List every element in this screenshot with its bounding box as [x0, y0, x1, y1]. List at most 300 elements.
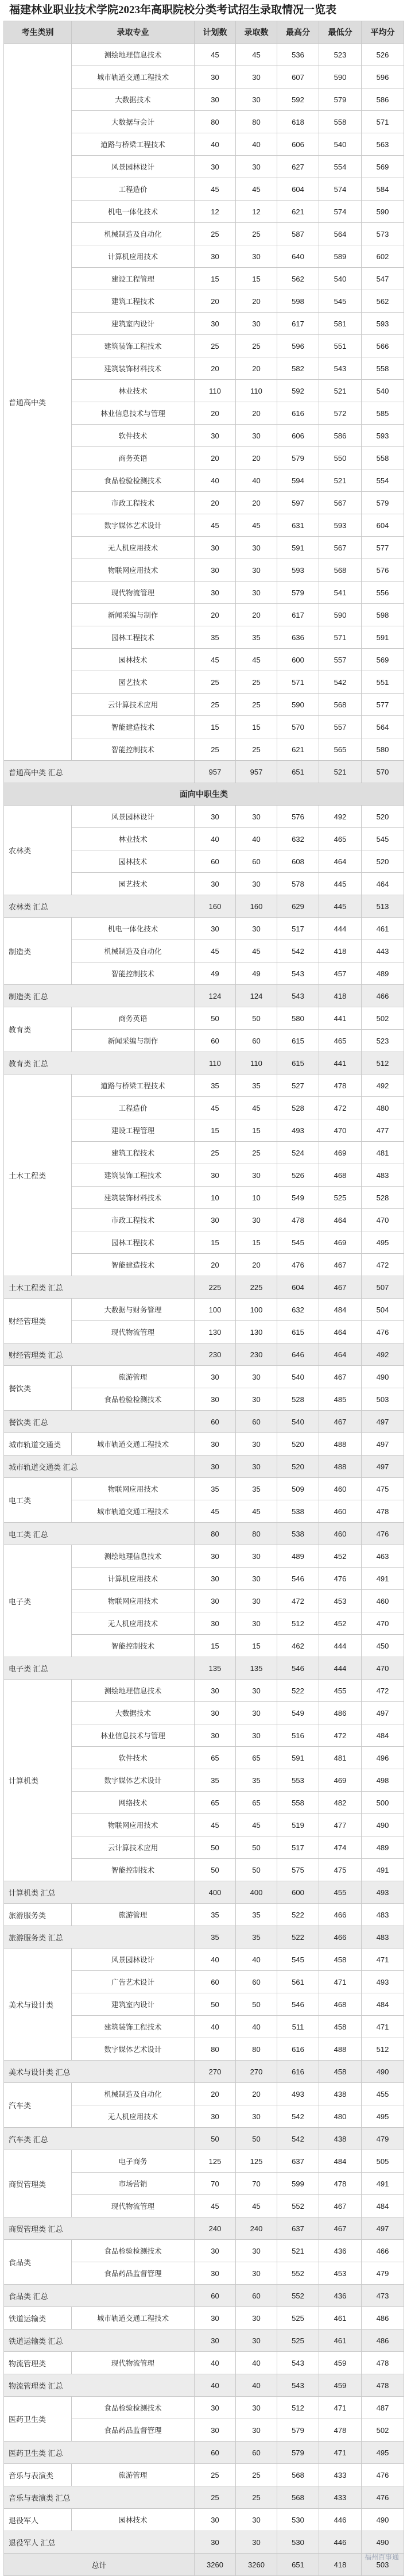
- summary-value: 60: [236, 2285, 277, 2307]
- category-cell: 美术与设计类: [4, 1949, 72, 2061]
- avg-score-cell: 584: [362, 178, 404, 201]
- min-score-cell: 567: [319, 492, 362, 514]
- grand-total-value: 651: [277, 2554, 319, 2576]
- plan-cell: 15: [195, 1635, 236, 1657]
- min-score-cell: 485: [319, 1388, 362, 1411]
- major-cell: 旅游管理: [72, 1904, 195, 1926]
- summary-label: 农林类 汇总: [4, 895, 195, 918]
- plan-cell: 25: [195, 335, 236, 357]
- summary-label: 物流管理类 汇总: [4, 2374, 195, 2397]
- max-score-cell: 522: [277, 1904, 319, 1926]
- max-score-cell: 616: [277, 2038, 319, 2061]
- min-score-cell: 469: [319, 1769, 362, 1792]
- summary-label: 财经管理类 汇总: [4, 1343, 195, 1366]
- summary-value: 543: [277, 2374, 319, 2397]
- avg-score-cell: 569: [362, 156, 404, 178]
- summary-value: 483: [362, 1926, 404, 1949]
- plan-cell: 30: [195, 2240, 236, 2262]
- avg-score-cell: 502: [362, 1007, 404, 1030]
- table-row: [4, 1949, 404, 1971]
- plan-cell: 30: [195, 1545, 236, 1568]
- summary-label: 电子类 汇总: [4, 1657, 195, 1680]
- summary-value: 507: [362, 1276, 404, 1299]
- max-score-cell: 636: [277, 626, 319, 649]
- max-score-cell: 596: [277, 335, 319, 357]
- table-body: [4, 44, 404, 2576]
- major-cell: 无人机应用技术: [72, 537, 195, 559]
- max-score-cell: 549: [277, 1702, 319, 1724]
- max-score-cell: 462: [277, 1635, 319, 1657]
- max-score-cell: 578: [277, 873, 319, 895]
- summary-value: 497: [362, 1456, 404, 1478]
- summary-value: 60: [195, 2442, 236, 2464]
- avg-score-cell: 472: [362, 1680, 404, 1702]
- avg-score-cell: 593: [362, 425, 404, 447]
- avg-score-cell: 526: [362, 44, 404, 66]
- plan-cell: 15: [195, 268, 236, 290]
- admitted-cell: 25: [236, 335, 277, 357]
- admitted-cell: 20: [236, 492, 277, 514]
- max-score-cell: 528: [277, 1097, 319, 1119]
- summary-label: 音乐与表演类 汇总: [4, 2486, 195, 2509]
- plan-cell: 12: [195, 201, 236, 223]
- avg-score-cell: 593: [362, 313, 404, 335]
- max-score-cell: 632: [277, 1299, 319, 1321]
- table-row: [4, 44, 404, 66]
- plan-cell: 100: [195, 1299, 236, 1321]
- max-score-cell: 608: [277, 850, 319, 873]
- avg-score-cell: 496: [362, 1747, 404, 1769]
- avg-score-cell: 590: [362, 201, 404, 223]
- major-cell: 城市轨道交通工程技术: [72, 2307, 195, 2329]
- major-cell: 测绘地理信息技术: [72, 1680, 195, 1702]
- min-score-cell: 464: [319, 1321, 362, 1343]
- major-cell: 城市轨道交通工程技术: [72, 1500, 195, 1523]
- admitted-cell: 30: [236, 1680, 277, 1702]
- min-score-cell: 486: [319, 1702, 362, 1724]
- max-score-cell: 519: [277, 1814, 319, 1836]
- table-row: [4, 2150, 404, 2173]
- max-score-cell: 598: [277, 290, 319, 313]
- plan-cell: 45: [195, 940, 236, 962]
- admitted-cell: 50: [236, 1836, 277, 1859]
- plan-cell: 30: [195, 66, 236, 88]
- summary-label: 餐饮类 汇总: [4, 1411, 195, 1433]
- admitted-cell: 49: [236, 962, 277, 985]
- max-score-cell: 606: [277, 133, 319, 156]
- avg-score-cell: 602: [362, 245, 404, 268]
- plan-cell: 25: [195, 2464, 236, 2486]
- summary-value: 464: [319, 1343, 362, 1366]
- major-cell: 物联网应用技术: [72, 559, 195, 582]
- plan-cell: 30: [195, 1366, 236, 1388]
- section-row: [4, 783, 404, 806]
- max-score-cell: 528: [277, 1388, 319, 1411]
- admitted-cell: 30: [236, 2397, 277, 2419]
- major-cell: 建筑装饰材料技术: [72, 357, 195, 380]
- min-score-cell: 521: [319, 469, 362, 492]
- major-cell: 智能控制技术: [72, 1859, 195, 1881]
- max-score-cell: 606: [277, 425, 319, 447]
- header-category: 考生类别: [4, 21, 72, 44]
- summary-value: 441: [319, 1052, 362, 1075]
- avg-score-cell: 551: [362, 671, 404, 694]
- max-score-cell: 524: [277, 1142, 319, 1164]
- plan-cell: 25: [195, 223, 236, 245]
- major-cell: 林业信息技术与管理: [72, 1724, 195, 1747]
- grand-total-label: 总计: [4, 2554, 195, 2576]
- summary-value: 225: [236, 1276, 277, 1299]
- major-cell: 新闻采编与制作: [72, 1030, 195, 1052]
- admitted-cell: 30: [236, 1388, 277, 1411]
- major-cell: 城市轨道交通工程技术: [72, 1433, 195, 1456]
- summary-value: 600: [277, 1881, 319, 1904]
- table-row: [4, 1007, 404, 1030]
- summary-value: 80: [236, 1523, 277, 1545]
- min-score-cell: 572: [319, 402, 362, 425]
- major-cell: 商务英语: [72, 447, 195, 469]
- table-row: [4, 2509, 404, 2531]
- max-score-cell: 526: [277, 1164, 319, 1187]
- avg-score-cell: 470: [362, 1612, 404, 1635]
- summary-value: 225: [195, 1276, 236, 1299]
- summary-value: 490: [362, 2061, 404, 2083]
- avg-score-cell: 489: [362, 962, 404, 985]
- min-score-cell: 480: [319, 2105, 362, 2128]
- avg-score-cell: 481: [362, 1142, 404, 1164]
- avg-score-cell: 495: [362, 1231, 404, 1254]
- min-score-cell: 481: [319, 1747, 362, 1769]
- summary-value: 35: [236, 1926, 277, 1949]
- min-score-cell: 467: [319, 1366, 362, 1388]
- summary-value: 520: [277, 1456, 319, 1478]
- summary-row: [4, 1411, 404, 1433]
- summary-row: [4, 2061, 404, 2083]
- grand-total-value: 418: [319, 2554, 362, 2576]
- plan-cell: 15: [195, 1231, 236, 1254]
- major-cell: 风景园林设计: [72, 806, 195, 828]
- avg-score-cell: 573: [362, 223, 404, 245]
- admitted-cell: 30: [236, 313, 277, 335]
- min-score-cell: 464: [319, 1209, 362, 1231]
- plan-cell: 30: [195, 2509, 236, 2531]
- header-min-score: 最低分: [319, 21, 362, 44]
- min-score-cell: 565: [319, 738, 362, 761]
- max-score-cell: 517: [277, 918, 319, 940]
- major-cell: 测绘地理信息技术: [72, 1545, 195, 1568]
- plan-cell: 20: [195, 402, 236, 425]
- plan-cell: 30: [195, 88, 236, 111]
- plan-cell: 30: [195, 1568, 236, 1590]
- summary-label: 土木工程类 汇总: [4, 1276, 195, 1299]
- table-row: [4, 2083, 404, 2105]
- summary-value: 467: [319, 2217, 362, 2240]
- summary-value: 615: [277, 1052, 319, 1075]
- admitted-cell: 35: [236, 1478, 277, 1500]
- summary-value: 486: [362, 2329, 404, 2352]
- major-cell: 工程造价: [72, 1097, 195, 1119]
- summary-value: 30: [195, 1456, 236, 1478]
- admitted-cell: 20: [236, 447, 277, 469]
- summary-value: 60: [236, 2442, 277, 2464]
- major-cell: 物联网应用技术: [72, 1478, 195, 1500]
- avg-score-cell: 505: [362, 2150, 404, 2173]
- summary-row: [4, 2442, 404, 2464]
- avg-score-cell: 492: [362, 1075, 404, 1097]
- admitted-cell: 40: [236, 469, 277, 492]
- major-cell: 机械制造及自动化: [72, 223, 195, 245]
- category-cell: 制造类: [4, 918, 72, 985]
- admitted-cell: 30: [236, 2240, 277, 2262]
- avg-score-cell: 443: [362, 940, 404, 962]
- major-cell: 建筑装饰工程技术: [72, 2016, 195, 2038]
- admitted-cell: 30: [236, 1209, 277, 1231]
- major-cell: 道路与桥梁工程技术: [72, 133, 195, 156]
- plan-cell: 20: [195, 357, 236, 380]
- summary-value: 476: [362, 2486, 404, 2509]
- max-score-cell: 522: [277, 1680, 319, 1702]
- avg-score-cell: 480: [362, 1097, 404, 1119]
- summary-row: [4, 1052, 404, 1075]
- plan-cell: 50: [195, 1993, 236, 2016]
- min-score-cell: 460: [319, 1478, 362, 1500]
- min-score-cell: 441: [319, 1007, 362, 1030]
- avg-score-cell: 547: [362, 268, 404, 290]
- plan-cell: 65: [195, 1747, 236, 1769]
- avg-score-cell: 450: [362, 1635, 404, 1657]
- major-cell: 建筑装饰工程技术: [72, 335, 195, 357]
- summary-value: 124: [236, 985, 277, 1007]
- summary-value: 495: [362, 2442, 404, 2464]
- major-cell: 机电一体化技术: [72, 918, 195, 940]
- summary-value: 433: [319, 2486, 362, 2509]
- min-score-cell: 464: [319, 850, 362, 873]
- plan-cell: 35: [195, 1769, 236, 1792]
- avg-score-cell: 520: [362, 806, 404, 828]
- max-score-cell: 591: [277, 1747, 319, 1769]
- table-row: [4, 2464, 404, 2486]
- summary-row: [4, 2486, 404, 2509]
- summary-row: [4, 1343, 404, 1366]
- major-cell: 现代物流管理: [72, 2352, 195, 2374]
- plan-cell: 30: [195, 1433, 236, 1456]
- summary-value: 50: [236, 2128, 277, 2150]
- avg-score-cell: 486: [362, 2307, 404, 2329]
- admitted-cell: 30: [236, 537, 277, 559]
- min-score-cell: 579: [319, 88, 362, 111]
- plan-cell: 25: [195, 1142, 236, 1164]
- admitted-cell: 30: [236, 245, 277, 268]
- summary-label: 铁道运输类 汇总: [4, 2329, 195, 2352]
- plan-cell: 20: [195, 290, 236, 313]
- summary-value: 40: [236, 2374, 277, 2397]
- avg-score-cell: 571: [362, 111, 404, 133]
- grand-total-row: [4, 2554, 404, 2576]
- plan-cell: 60: [195, 1971, 236, 1993]
- summary-row: [4, 2285, 404, 2307]
- admitted-cell: 80: [236, 111, 277, 133]
- summary-value: 497: [362, 2217, 404, 2240]
- admission-table: [3, 21, 404, 2576]
- max-score-cell: 509: [277, 1478, 319, 1500]
- min-score-cell: 574: [319, 178, 362, 201]
- max-score-cell: 632: [277, 828, 319, 850]
- min-score-cell: 564: [319, 223, 362, 245]
- admitted-cell: 65: [236, 1792, 277, 1814]
- avg-score-cell: 471: [362, 1949, 404, 1971]
- admitted-cell: 40: [236, 133, 277, 156]
- admitted-cell: 30: [236, 582, 277, 604]
- header-max-score: 最高分: [277, 21, 319, 44]
- category-cell: 电工类: [4, 1478, 72, 1523]
- max-score-cell: 512: [277, 2397, 319, 2419]
- min-score-cell: 452: [319, 1545, 362, 1568]
- summary-value: 525: [277, 2329, 319, 2352]
- summary-label: 退役军人 汇总: [4, 2531, 195, 2554]
- max-score-cell: 562: [277, 268, 319, 290]
- min-score-cell: 469: [319, 1231, 362, 1254]
- min-score-cell: 467: [319, 2195, 362, 2217]
- major-cell: 建筑室内设计: [72, 313, 195, 335]
- summary-row: [4, 1456, 404, 1478]
- plan-cell: 65: [195, 1792, 236, 1814]
- major-cell: 计算机应用技术: [72, 1568, 195, 1590]
- summary-value: 30: [236, 1456, 277, 1478]
- summary-value: 445: [319, 895, 362, 918]
- plan-cell: 45: [195, 44, 236, 66]
- admitted-cell: 45: [236, 1814, 277, 1836]
- summary-label: 教育类 汇总: [4, 1052, 195, 1075]
- max-score-cell: 517: [277, 1836, 319, 1859]
- table-header-row: [4, 21, 404, 44]
- admitted-cell: 30: [236, 1612, 277, 1635]
- admitted-cell: 110: [236, 380, 277, 402]
- summary-value: 438: [319, 2128, 362, 2150]
- max-score-cell: 542: [277, 940, 319, 962]
- min-score-cell: 568: [319, 694, 362, 716]
- avg-score-cell: 566: [362, 335, 404, 357]
- max-score-cell: 600: [277, 649, 319, 671]
- category-cell: 汽车类: [4, 2083, 72, 2128]
- summary-value: 50: [195, 2128, 236, 2150]
- avg-score-cell: 489: [362, 1836, 404, 1859]
- avg-score-cell: 520: [362, 850, 404, 873]
- major-cell: 食品药品监督管理: [72, 2262, 195, 2285]
- admitted-cell: 30: [236, 1164, 277, 1187]
- min-score-cell: 521: [319, 380, 362, 402]
- max-score-cell: 520: [277, 1433, 319, 1456]
- min-score-cell: 540: [319, 268, 362, 290]
- min-score-cell: 438: [319, 2083, 362, 2105]
- avg-score-cell: 466: [362, 2240, 404, 2262]
- avg-score-cell: 461: [362, 918, 404, 940]
- plan-cell: 30: [195, 806, 236, 828]
- major-cell: 市政工程技术: [72, 492, 195, 514]
- min-score-cell: 461: [319, 2307, 362, 2329]
- summary-value: 25: [236, 2486, 277, 2509]
- max-score-cell: 542: [277, 2105, 319, 2128]
- plan-cell: 40: [195, 2352, 236, 2374]
- min-score-cell: 469: [319, 1142, 362, 1164]
- plan-cell: 30: [195, 559, 236, 582]
- major-cell: 旅游管理: [72, 1366, 195, 1388]
- min-score-cell: 482: [319, 1792, 362, 1814]
- plan-cell: 30: [195, 1209, 236, 1231]
- header-avg-score: 平均分: [362, 21, 404, 44]
- avg-score-cell: 460: [362, 1590, 404, 1612]
- min-score-cell: 586: [319, 425, 362, 447]
- summary-value: 25: [195, 2486, 236, 2509]
- summary-label: 商贸管理类 汇总: [4, 2217, 195, 2240]
- max-score-cell: 592: [277, 88, 319, 111]
- avg-score-cell: 483: [362, 1904, 404, 1926]
- admitted-cell: 45: [236, 2195, 277, 2217]
- admitted-cell: 10: [236, 1187, 277, 1209]
- plan-cell: 40: [195, 133, 236, 156]
- major-cell: 道路与桥梁工程技术: [72, 1075, 195, 1097]
- min-score-cell: 558: [319, 111, 362, 133]
- plan-cell: 45: [195, 1097, 236, 1119]
- min-score-cell: 445: [319, 873, 362, 895]
- min-score-cell: 478: [319, 2173, 362, 2195]
- min-score-cell: 467: [319, 1254, 362, 1276]
- plan-cell: 40: [195, 469, 236, 492]
- min-score-cell: 557: [319, 716, 362, 738]
- category-cell: 财经管理类: [4, 1299, 72, 1343]
- max-score-cell: 593: [277, 559, 319, 582]
- min-score-cell: 471: [319, 2397, 362, 2419]
- major-cell: 建筑装饰工程技术: [72, 1164, 195, 1187]
- max-score-cell: 617: [277, 313, 319, 335]
- admitted-cell: 30: [236, 806, 277, 828]
- max-score-cell: 552: [277, 2195, 319, 2217]
- major-cell: 建筑工程技术: [72, 1142, 195, 1164]
- table-row: [4, 2240, 404, 2262]
- min-score-cell: 557: [319, 649, 362, 671]
- plan-cell: 45: [195, 1814, 236, 1836]
- avg-score-cell: 476: [362, 1321, 404, 1343]
- admitted-cell: 25: [236, 223, 277, 245]
- admitted-cell: 30: [236, 425, 277, 447]
- admitted-cell: 25: [236, 738, 277, 761]
- max-score-cell: 516: [277, 1724, 319, 1747]
- admitted-cell: 100: [236, 1299, 277, 1321]
- summary-value: 497: [362, 1411, 404, 1433]
- plan-cell: 20: [195, 1254, 236, 1276]
- summary-value: 521: [319, 761, 362, 783]
- admitted-cell: 15: [236, 1231, 277, 1254]
- category-cell: 音乐与表演类: [4, 2464, 72, 2486]
- category-cell: 普通高中类: [4, 44, 72, 761]
- max-score-cell: 597: [277, 492, 319, 514]
- summary-label: 普通高中类 汇总: [4, 761, 195, 783]
- major-cell: 数字媒体艺术设计: [72, 1769, 195, 1792]
- max-score-cell: 615: [277, 1321, 319, 1343]
- major-cell: 风景园林设计: [72, 156, 195, 178]
- major-cell: 广告艺术设计: [72, 1971, 195, 1993]
- admitted-cell: 30: [236, 1590, 277, 1612]
- admitted-cell: 45: [236, 1097, 277, 1119]
- admitted-cell: 30: [236, 2419, 277, 2442]
- major-cell: 工程造价: [72, 178, 195, 201]
- summary-value: 478: [362, 2374, 404, 2397]
- admitted-cell: 30: [236, 1568, 277, 1590]
- summary-value: 522: [277, 1926, 319, 1949]
- admitted-cell: 40: [236, 2352, 277, 2374]
- major-cell: 物联网应用技术: [72, 1814, 195, 1836]
- plan-cell: 45: [195, 178, 236, 201]
- max-score-cell: 621: [277, 738, 319, 761]
